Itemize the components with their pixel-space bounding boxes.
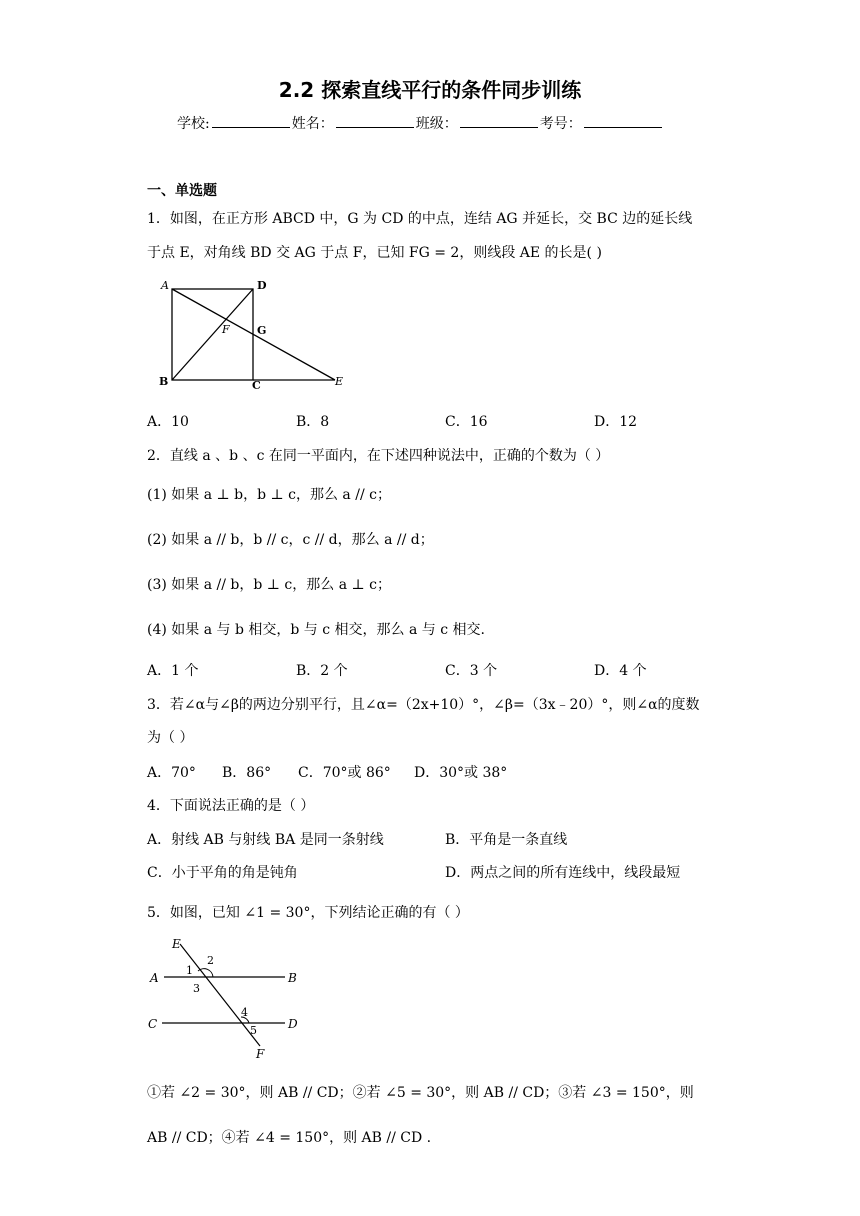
name-blank[interactable]: [336, 113, 414, 128]
label-f: F: [222, 323, 230, 336]
q2-statement-2: (2) 如果 a // b，b // c，c // d，那么 a // d；: [147, 532, 434, 548]
label-angle-4: 4: [241, 1006, 248, 1019]
q2-statement-1: (1) 如果 a ⊥ b，b ⊥ c，那么 a // c；: [147, 487, 391, 503]
school-label: 学校:: [177, 116, 210, 132]
class-label: 班级：: [415, 116, 458, 132]
q2-option-b[interactable]: B．2 个: [296, 663, 348, 679]
q4-stem: 4．下面说法正确的是（ ）: [147, 798, 315, 814]
q1-option-c[interactable]: C．16: [445, 414, 488, 430]
name-label: 姓名：: [291, 116, 334, 132]
q1-square-figure: [155, 276, 355, 394]
label-e: E: [172, 937, 181, 951]
q4-option-b[interactable]: B．平角是一条直线: [445, 832, 568, 848]
label-c: C: [148, 1017, 158, 1031]
class-blank[interactable]: [460, 113, 538, 128]
q1-stem-line2: 于点 E，对角线 BD 交 AG 于点 F，已知 FG = 2，则线段 AE 的长是( ): [147, 245, 602, 261]
q2-stem: 2．直线 a 、b 、c 在同一平面内，在下述四种说法中，正确的个数为（ ）: [147, 448, 610, 464]
q3-option-c[interactable]: C．70°或 86°: [298, 765, 391, 781]
q3-option-d[interactable]: D．30°或 38°: [414, 765, 508, 781]
q5-parallel-lines-figure: [140, 934, 310, 1066]
exam-no-label: 考号：: [539, 116, 582, 132]
q2-option-d[interactable]: D．4 个: [594, 663, 647, 679]
label-b: B: [288, 971, 297, 985]
exam-no-blank[interactable]: [584, 113, 662, 128]
label-c: C: [252, 379, 261, 392]
label-g: G: [257, 324, 267, 337]
label-angle-3: 3: [193, 982, 200, 995]
q3-stem-line2: 为（ ）: [147, 730, 194, 746]
q1-option-d[interactable]: D．12: [594, 414, 638, 430]
q3-option-a[interactable]: A．70°: [147, 765, 196, 781]
label-angle-2: 2: [207, 954, 214, 967]
label-f: F: [256, 1047, 265, 1061]
q5-stem: 5．如图，已知 ∠1 = 30°，下列结论正确的有（ ）: [147, 905, 469, 921]
transversal-ef: [180, 944, 260, 1046]
q4-option-d[interactable]: D．两点之间的所有连线中，线段最短: [445, 865, 681, 881]
q2-option-a[interactable]: A．1 个: [147, 663, 199, 679]
label-a: A: [161, 279, 169, 292]
label-angle-5: 5: [250, 1024, 257, 1037]
page-title: 2.2 探索直线平行的条件同步训练: [278, 78, 582, 102]
q2-option-c[interactable]: C．3 个: [445, 663, 498, 679]
school-blank[interactable]: [212, 113, 290, 128]
q4-option-a[interactable]: A．射线 AB 与射线 BA 是同一条射线: [147, 832, 384, 848]
q5-conditions-line1: ①若 ∠2 = 30°，则 AB // CD；②若 ∠5 = 30°，则 AB // CD；③若 ∠3 = 150°，则: [147, 1085, 694, 1101]
q3-option-b[interactable]: B．86°: [222, 765, 272, 781]
label-e: E: [335, 375, 344, 388]
q1-stem-line1: 1．如图，在正方形 ABCD 中，G 为 CD 的中点，连结 AG 并延长，交 BC 边的延长线: [147, 211, 693, 227]
q2-statement-4: (4) 如果 a 与 b 相交，b 与 c 相交，那么 a 与 c 相交.: [147, 622, 485, 638]
q1-option-a[interactable]: A．10: [147, 414, 189, 430]
q3-stem-line1: 3．若∠α与∠β的两边分别平行，且∠α=（2x+10）°，∠β=（3x﹣20）°，则∠α的度数: [147, 697, 700, 713]
student-info-line: [177, 113, 664, 133]
q5-conditions-line2: AB // CD；④若 ∠4 = 150°，则 AB // CD .: [147, 1130, 432, 1146]
label-angle-1: 1: [186, 964, 193, 977]
diagonal-bd: [172, 289, 253, 380]
label-b: B: [159, 375, 169, 388]
label-d: D: [257, 279, 267, 292]
q4-option-c[interactable]: C．小于平角的角是钝角: [147, 865, 298, 881]
label-a: A: [150, 971, 159, 985]
q1-option-b[interactable]: B．8: [296, 414, 330, 430]
section-title: 一、单选题: [147, 183, 217, 199]
q2-statement-3: (3) 如果 a // b，b ⊥ c，那么 a ⊥ c；: [147, 577, 391, 593]
label-d: D: [288, 1017, 298, 1031]
